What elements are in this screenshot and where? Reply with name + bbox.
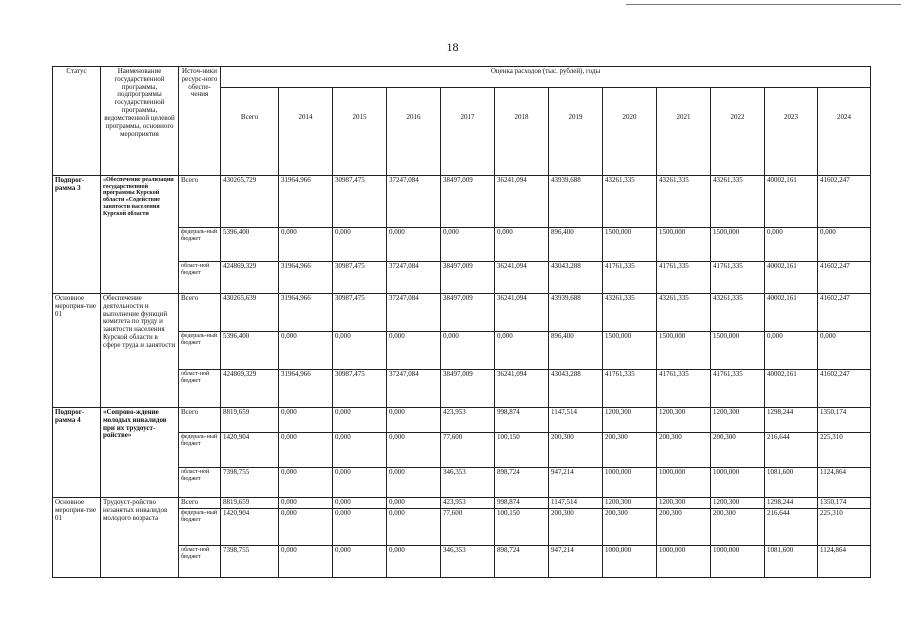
- value-cell: 37247,084: [387, 176, 441, 228]
- name-cell: «Обеспечение реализации государственной программы Курской области «Содействие занятости населения Курской области: [101, 176, 179, 294]
- value-cell: 200,300: [549, 433, 603, 468]
- value-cell: 1500,000: [603, 228, 657, 262]
- value-cell: 37247,084: [387, 294, 441, 332]
- value-cell: 1298,244: [765, 498, 818, 509]
- value-cell: 200,300: [657, 508, 711, 545]
- value-cell: 0,000: [279, 433, 333, 468]
- page-number: 18: [446, 40, 459, 54]
- source-cell: област-ной бюджет: [179, 468, 221, 498]
- value-cell: 43043,288: [549, 370, 603, 408]
- value-cell: 0,000: [333, 433, 387, 468]
- value-cell: 0,000: [279, 508, 333, 545]
- header-year: 2023: [765, 88, 818, 176]
- value-cell: 31964,966: [279, 370, 333, 408]
- value-cell: 37247,084: [387, 370, 441, 408]
- value-cell: 41761,335: [603, 370, 657, 408]
- value-cell: 1000,000: [657, 545, 711, 577]
- header-status: Статус: [53, 67, 101, 176]
- value-cell: 41761,335: [711, 262, 765, 294]
- value-cell: 1200,300: [603, 408, 657, 433]
- header-year: 2017: [441, 88, 495, 176]
- value-cell: 8819,659: [221, 408, 279, 433]
- value-cell: 1200,300: [711, 498, 765, 509]
- value-cell: 0,000: [387, 332, 441, 370]
- value-cell: 1000,000: [603, 468, 657, 498]
- source-cell: федераль-ный бюджет: [179, 433, 221, 468]
- header-year: Всего: [221, 88, 279, 176]
- value-cell: 38497,009: [441, 262, 495, 294]
- value-cell: 1420,904: [221, 508, 279, 545]
- value-cell: 346,353: [441, 545, 495, 577]
- value-cell: 1420,904: [221, 433, 279, 468]
- value-cell: 896,400: [549, 332, 603, 370]
- value-cell: 1124,864: [818, 468, 871, 498]
- value-cell: 0,000: [333, 408, 387, 433]
- value-cell: 430265,729: [221, 176, 279, 228]
- value-cell: 41602,247: [818, 176, 871, 228]
- value-cell: 36241,094: [495, 294, 549, 332]
- value-cell: 0,000: [818, 332, 871, 370]
- value-cell: 0,000: [333, 332, 387, 370]
- value-cell: 0,000: [441, 332, 495, 370]
- value-cell: 30987,475: [333, 370, 387, 408]
- value-cell: 30987,475: [333, 176, 387, 228]
- value-cell: 43261,335: [657, 294, 711, 332]
- value-cell: 7398,755: [221, 545, 279, 577]
- value-cell: 0,000: [279, 408, 333, 433]
- value-cell: 40002,161: [765, 176, 818, 228]
- value-cell: 38497,009: [441, 294, 495, 332]
- top-rule: [626, 4, 901, 5]
- name-cell: Трудоуст-ройство незанятых инвалидов молодого возраста: [101, 498, 179, 578]
- value-cell: 5396,400: [221, 228, 279, 262]
- header-year: 2014: [279, 88, 333, 176]
- source-cell: Всего: [179, 294, 221, 332]
- value-cell: 200,300: [603, 433, 657, 468]
- value-cell: 41602,247: [818, 294, 871, 332]
- value-cell: 0,000: [765, 228, 818, 262]
- table-row: [53, 498, 871, 509]
- header-source: Источ-ники ресурс-ного обеспе-чения: [179, 67, 221, 176]
- value-cell: 1298,244: [765, 408, 818, 433]
- header-year: 2016: [387, 88, 441, 176]
- source-cell: област-ной бюджет: [179, 545, 221, 577]
- source-cell: Всего: [179, 176, 221, 228]
- budget-table: [52, 66, 871, 578]
- value-cell: 1000,000: [603, 545, 657, 577]
- value-cell: 41761,335: [657, 262, 711, 294]
- value-cell: 0,000: [279, 498, 333, 509]
- value-cell: 225,310: [818, 433, 871, 468]
- value-cell: 1081,600: [765, 468, 818, 498]
- value-cell: 38497,009: [441, 370, 495, 408]
- value-cell: 77,600: [441, 508, 495, 545]
- value-cell: 36241,094: [495, 370, 549, 408]
- value-cell: 7398,755: [221, 468, 279, 498]
- value-cell: 1200,300: [657, 408, 711, 433]
- value-cell: 1350,174: [818, 498, 871, 509]
- value-cell: 0,000: [387, 508, 441, 545]
- value-cell: 0,000: [333, 545, 387, 577]
- value-cell: 41761,335: [603, 262, 657, 294]
- source-cell: област-ной бюджет: [179, 370, 221, 408]
- value-cell: 430265,639: [221, 294, 279, 332]
- value-cell: 0,000: [495, 228, 549, 262]
- value-cell: 1500,000: [657, 228, 711, 262]
- header-year: 2024: [818, 88, 871, 176]
- table-row: [53, 294, 871, 332]
- value-cell: 37247,084: [387, 262, 441, 294]
- value-cell: 0,000: [387, 433, 441, 468]
- value-cell: 424869,329: [221, 370, 279, 408]
- value-cell: 40002,161: [765, 370, 818, 408]
- value-cell: 346,353: [441, 468, 495, 498]
- value-cell: 0,000: [765, 332, 818, 370]
- value-cell: 0,000: [387, 498, 441, 509]
- value-cell: 41761,335: [711, 370, 765, 408]
- value-cell: 8819,659: [221, 498, 279, 509]
- value-cell: 0,000: [387, 545, 441, 577]
- value-cell: 100,150: [495, 508, 549, 545]
- value-cell: 43261,335: [711, 294, 765, 332]
- header-name: Наименование государственной программы, подпрограммы государственной программы, ведомственной целевой программы, основного мероприятия: [101, 67, 179, 176]
- value-cell: 30987,475: [333, 262, 387, 294]
- value-cell: 43043,288: [549, 262, 603, 294]
- value-cell: 41602,247: [818, 262, 871, 294]
- value-cell: 1147,514: [549, 408, 603, 433]
- value-cell: 1500,000: [603, 332, 657, 370]
- value-cell: 200,300: [603, 508, 657, 545]
- name-cell: Обеспечение деятельности и выполнение функций комитета по труду и занятости населения Курской области в сфере труда и занятости: [101, 294, 179, 408]
- header-estimate: Оценка расходов (тыс. рублей), годы: [221, 67, 871, 88]
- value-cell: 43939,688: [549, 294, 603, 332]
- value-cell: 43261,335: [603, 176, 657, 228]
- value-cell: 0,000: [333, 468, 387, 498]
- value-cell: 898,724: [495, 468, 549, 498]
- value-cell: 0,000: [279, 545, 333, 577]
- status-cell: Основное мероприя-тие 01: [53, 294, 101, 408]
- name-cell: «Сопрово-ждение молодых инвалидов при их трудоуст-ройстве»: [101, 408, 179, 498]
- value-cell: 30987,475: [333, 294, 387, 332]
- source-cell: Всего: [179, 498, 221, 509]
- value-cell: 0,000: [387, 228, 441, 262]
- value-cell: 424869,329: [221, 262, 279, 294]
- value-cell: 0,000: [441, 228, 495, 262]
- value-cell: 423,953: [441, 408, 495, 433]
- value-cell: 0,000: [333, 508, 387, 545]
- value-cell: 947,214: [549, 545, 603, 577]
- value-cell: 100,150: [495, 433, 549, 468]
- value-cell: 5396,400: [221, 332, 279, 370]
- value-cell: 0,000: [333, 228, 387, 262]
- value-cell: 36241,094: [495, 176, 549, 228]
- value-cell: 1200,300: [711, 408, 765, 433]
- value-cell: 1200,300: [657, 498, 711, 509]
- value-cell: 36241,094: [495, 262, 549, 294]
- value-cell: 0,000: [387, 468, 441, 498]
- value-cell: 898,724: [495, 545, 549, 577]
- value-cell: 0,000: [279, 332, 333, 370]
- status-cell: Подпрог-рамма 4: [53, 408, 101, 498]
- header-year: 2019: [549, 88, 603, 176]
- value-cell: 423,953: [441, 498, 495, 509]
- value-cell: 200,300: [711, 508, 765, 545]
- value-cell: 896,400: [549, 228, 603, 262]
- value-cell: 1500,000: [711, 228, 765, 262]
- value-cell: 1124,864: [818, 545, 871, 577]
- value-cell: 1500,000: [657, 332, 711, 370]
- source-cell: федераль-ный бюджет: [179, 508, 221, 545]
- value-cell: 200,300: [711, 433, 765, 468]
- value-cell: 41761,335: [657, 370, 711, 408]
- value-cell: 216,644: [765, 433, 818, 468]
- value-cell: 1500,000: [711, 332, 765, 370]
- value-cell: 1000,000: [711, 468, 765, 498]
- value-cell: 43261,335: [711, 176, 765, 228]
- header-year: 2021: [657, 88, 711, 176]
- value-cell: 1200,300: [603, 498, 657, 509]
- table-row: [53, 176, 871, 228]
- value-cell: 1000,000: [657, 468, 711, 498]
- value-cell: 31964,966: [279, 262, 333, 294]
- header-year: 2020: [603, 88, 657, 176]
- value-cell: 0,000: [818, 228, 871, 262]
- header-year: 2018: [495, 88, 549, 176]
- value-cell: 40002,161: [765, 294, 818, 332]
- source-cell: Всего: [179, 408, 221, 433]
- value-cell: 43261,335: [603, 294, 657, 332]
- value-cell: 0,000: [387, 408, 441, 433]
- value-cell: 43939,688: [549, 176, 603, 228]
- value-cell: 1081,600: [765, 545, 818, 577]
- source-cell: област-ной бюджет: [179, 262, 221, 294]
- value-cell: 43261,335: [657, 176, 711, 228]
- value-cell: 998,874: [495, 408, 549, 433]
- value-cell: 40002,161: [765, 262, 818, 294]
- status-cell: Основное мероприя-тие 01: [53, 498, 101, 578]
- header-year: 2022: [711, 88, 765, 176]
- table-row: [53, 408, 871, 433]
- value-cell: 0,000: [333, 498, 387, 509]
- value-cell: 998,874: [495, 498, 549, 509]
- source-cell: федераль-ный бюджет: [179, 332, 221, 370]
- value-cell: 38497,009: [441, 176, 495, 228]
- status-cell: Подпрог-рамма 3: [53, 176, 101, 294]
- value-cell: 1147,514: [549, 498, 603, 509]
- value-cell: 1000,000: [711, 545, 765, 577]
- value-cell: 1350,174: [818, 408, 871, 433]
- value-cell: 200,300: [549, 508, 603, 545]
- header-year: 2015: [333, 88, 387, 176]
- value-cell: 31964,966: [279, 176, 333, 228]
- value-cell: 947,214: [549, 468, 603, 498]
- value-cell: 200,300: [657, 433, 711, 468]
- value-cell: 31964,966: [279, 294, 333, 332]
- value-cell: 0,000: [279, 228, 333, 262]
- source-cell: федераль-ный бюджет: [179, 228, 221, 262]
- value-cell: 0,000: [279, 468, 333, 498]
- value-cell: 0,000: [495, 332, 549, 370]
- value-cell: 216,644: [765, 508, 818, 545]
- value-cell: 41602,247: [818, 370, 871, 408]
- value-cell: 225,310: [818, 508, 871, 545]
- value-cell: 77,600: [441, 433, 495, 468]
